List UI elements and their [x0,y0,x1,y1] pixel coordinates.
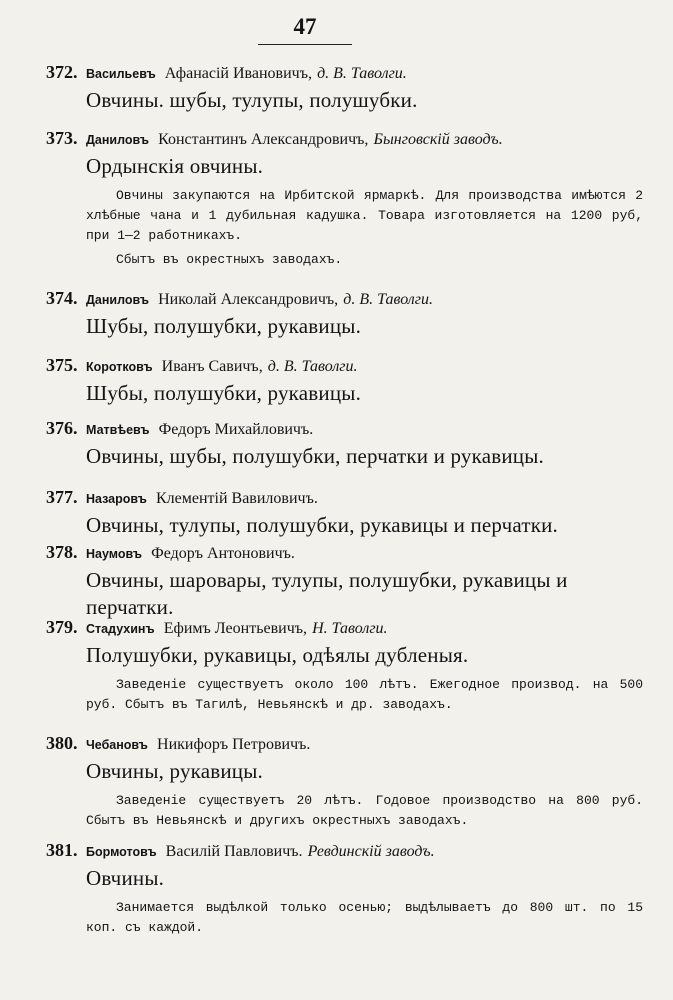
entry-place: д. В. Таволги. [317,65,407,82]
entry-place: Н. Таволги. [312,620,388,637]
entry-sales-note: Сбытъ въ окрестныхъ заводахъ. [116,252,343,267]
entry-note: Заведеніе существуетъ около 100 лѣтъ. Ежегодное производ. на 500 руб. Сбытъ въ Тагилѣ, Невьянскѣ и др. заводахъ. [86,677,643,712]
entry-374 [46,288,643,340]
entry-surname: Чебановъ [86,738,148,752]
entry-given-name: Афанасій Ивановичъ, [164,65,312,82]
entry-goods: Овчины, тулупы, полушубки, рукавицы и перчатки. [86,513,559,537]
entry-note: Заведеніе существуетъ 20 лѣтъ. Годовое производство на 800 руб. Сбытъ въ Невьянскѣ и другихъ окрестныхъ заводахъ. [86,793,643,828]
entry-number: 379. [46,617,78,637]
entry-377 [46,487,643,539]
entry-place: д. В. Таволги. [267,358,358,375]
entry-given-name: Василій Павловичъ. [165,843,303,860]
entry-place: Ревдинскій заводъ. [307,843,435,860]
entry-376 [46,418,643,470]
entry-number: 378. [46,542,78,562]
entry-381 [46,840,643,938]
entry-note: Занимается выдѣлкой только осенью; выдѣлываетъ до 800 шт. по 15 коп. съ каждой. [86,900,643,935]
entry-goods: Овчины, рукавицы. [86,759,264,783]
header-rule [258,44,352,45]
entry-surname: Наумовъ [86,547,142,561]
entry-given-name: Иванъ Савичъ, [161,358,263,375]
entry-goods: Ордынскія овчины. [86,154,264,178]
entry-number: 380. [46,733,78,753]
entry-375 [46,355,643,407]
entry-goods: Овчины, шубы, полушубки, перчатки и рукавицы. [86,444,544,468]
entry-surname: Васильевъ [86,67,156,81]
entry-goods: Полушубки, рукавицы, одѣялы дубленыя. [86,643,469,667]
entry-surname: Даниловъ [86,133,149,147]
entry-number: 373. [46,128,78,148]
entry-given-name: Клементій Вавиловичъ. [155,490,318,507]
entry-surname: Бормотовъ [86,845,157,859]
entry-number: 374. [46,288,78,308]
entry-372 [46,62,643,114]
entry-given-name: Константинъ Александровичъ, [158,131,369,148]
entry-goods: Шубы, полушубки, рукавицы. [86,381,362,405]
entry-goods: Овчины, шаровары, тулупы, полушубки, рукавицы и перчатки. [86,568,568,619]
entry-given-name: Федоръ Михайловичъ. [158,421,314,438]
entry-surname: Даниловъ [86,293,149,307]
entry-number: 375. [46,355,78,375]
entry-given-name: Никифоръ Петровичъ. [157,736,311,753]
entry-goods: Овчины. [86,866,165,890]
entry-place: д. В. Таволги. [343,291,434,308]
entry-given-name: Федоръ Антоновичъ. [151,545,295,562]
entry-surname: Назаровъ [86,492,147,506]
entry-number: 377. [46,487,78,507]
entry-note: Овчины закупаются на Ирбитской ярмаркѣ. Для производства имѣются 2 хлѣбные чана и 1 дубильная кадушка. Товара изготовляется на 1200 руб, при 1—2 работникахъ. [86,188,643,243]
entry-place: Бынговскій заводъ. [373,131,503,148]
entry-number: 381. [46,840,78,860]
entry-379 [46,617,643,715]
page-number: 47 [293,14,317,39]
entry-surname: Матвѣевъ [86,423,150,437]
entry-number: 376. [46,418,78,438]
entry-373 [46,128,643,267]
entry-surname: Стадухинъ [86,622,155,636]
entry-surname: Коротковъ [86,360,153,374]
entry-goods: Шубы, полушубки, рукавицы. [86,314,362,338]
entry-given-name: Николай Александровичъ, [158,291,339,308]
entry-given-name: Ефимъ Леонтьевичъ, [163,620,308,637]
entry-380 [46,733,643,831]
entry-number: 372. [46,62,78,82]
entry-378 [46,542,643,621]
entry-goods: Овчины. шубы, тулупы, полушубки. [86,88,418,112]
